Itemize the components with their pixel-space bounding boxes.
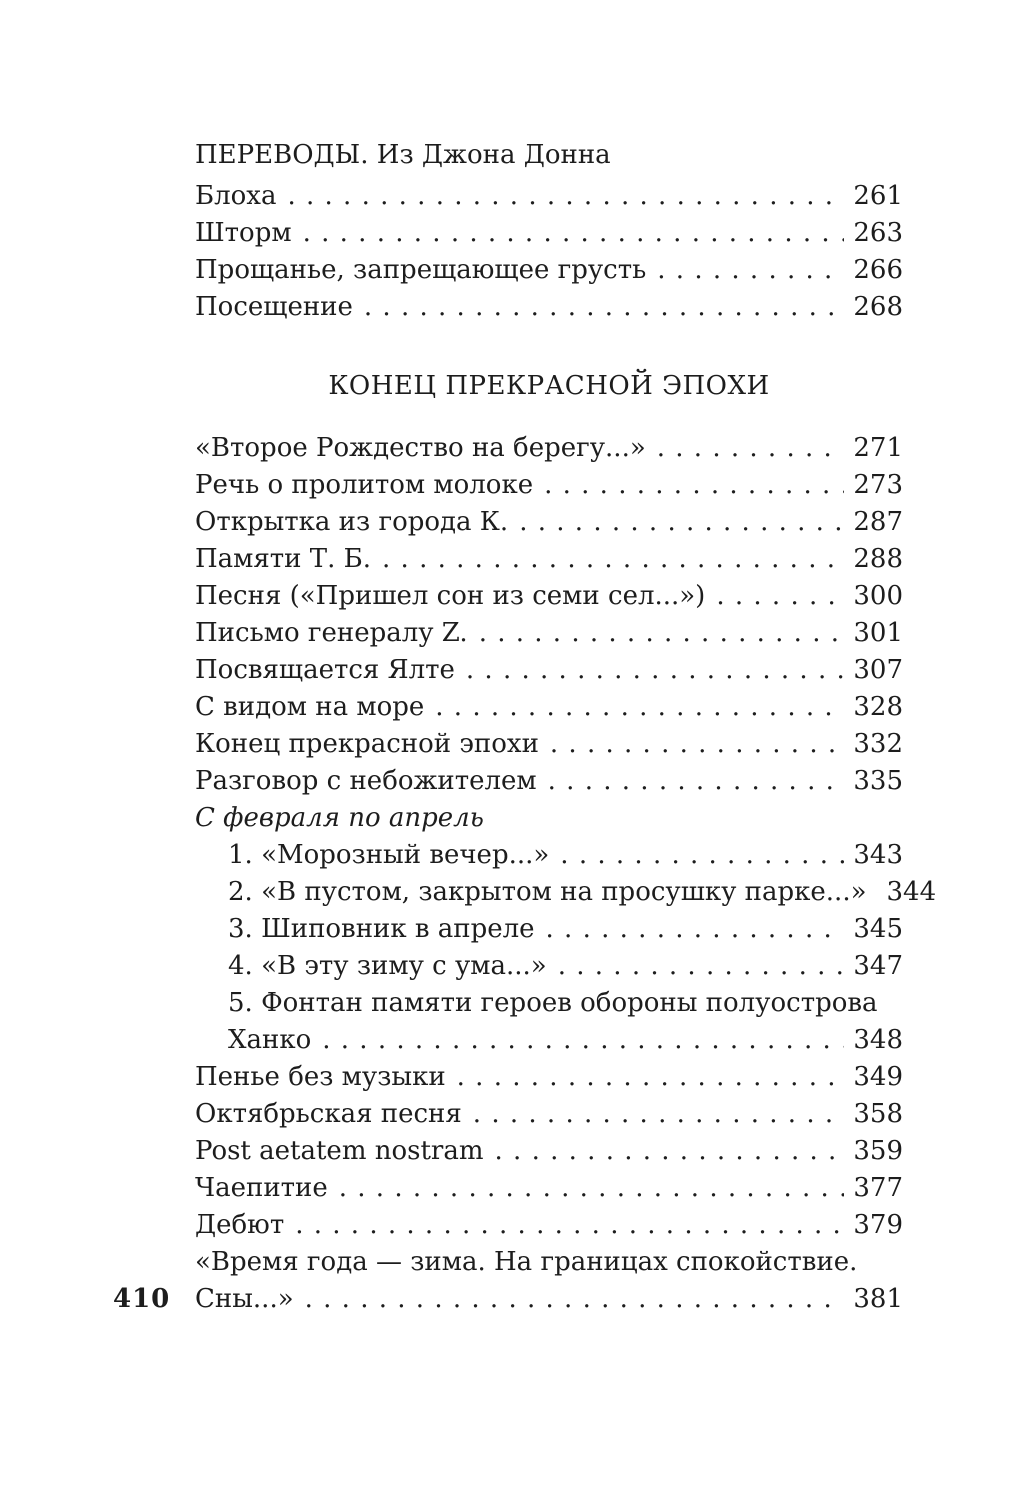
toc-entry-title: Речь о пролитом молоке bbox=[195, 470, 534, 500]
folio-page-number: 410 bbox=[113, 1284, 171, 1314]
toc-entry-title: 3. Шиповник в апреле bbox=[228, 914, 535, 944]
toc-page-number: 348 bbox=[853, 1025, 903, 1055]
dot-leader bbox=[466, 652, 844, 689]
toc-entry-title: Посвящается Ялте bbox=[195, 655, 455, 685]
toc-entry-title: ПЕРЕВОДЫ. Из Джона Донна bbox=[195, 140, 611, 170]
toc-entry bbox=[195, 1170, 903, 1207]
dot-leader bbox=[303, 215, 845, 252]
toc-entry-wrap-line bbox=[195, 985, 903, 1022]
toc-entry bbox=[195, 763, 903, 800]
toc-entry bbox=[195, 911, 903, 948]
dot-leader bbox=[519, 504, 844, 541]
dot-leader bbox=[435, 689, 844, 726]
toc-entry bbox=[195, 1281, 903, 1318]
toc-entry bbox=[195, 289, 903, 326]
dot-leader bbox=[558, 948, 845, 985]
toc-entry-title: 5. Фонтан памяти героев обороны полуострова bbox=[228, 988, 878, 1018]
toc-entry-title: Песня («Пришел сон из семи сел...») bbox=[195, 581, 706, 611]
toc-entry-title: «Второе Рождество на берегу...» bbox=[195, 433, 646, 463]
dot-leader bbox=[473, 1096, 845, 1133]
toc-page-number: 328 bbox=[853, 692, 903, 722]
dot-leader bbox=[657, 430, 845, 467]
toc-entry-title: 1. «Морозный вечер...» bbox=[228, 840, 550, 870]
toc-entry bbox=[195, 837, 903, 874]
dot-leader bbox=[479, 615, 845, 652]
toc-entry-title: Шторм bbox=[195, 218, 292, 248]
dot-leader bbox=[546, 911, 845, 948]
toc-entry-title: Открытка из города К. bbox=[195, 507, 509, 537]
dot-leader bbox=[295, 1207, 844, 1244]
toc-entry bbox=[195, 726, 903, 763]
toc-entry bbox=[195, 215, 903, 252]
toc-entry bbox=[195, 467, 903, 504]
toc-entry-title: Письмо генералу Z. bbox=[195, 618, 468, 648]
toc-page-number: 300 bbox=[853, 581, 903, 611]
toc-entry-title: С февраля по апрель bbox=[195, 803, 484, 833]
toc-page-number: 343 bbox=[853, 840, 903, 870]
toc-entry bbox=[195, 178, 903, 215]
toc-entry-title: Октябрьская песня bbox=[195, 1099, 462, 1129]
toc-group-heading bbox=[195, 137, 903, 174]
toc-entry-title: Разговор с небожителем bbox=[195, 766, 537, 796]
toc-entry bbox=[195, 504, 903, 541]
toc-entry bbox=[195, 1096, 903, 1133]
dot-leader bbox=[322, 1022, 844, 1059]
toc-entry bbox=[195, 1059, 903, 1096]
toc-entry bbox=[195, 652, 903, 689]
toc-page-number: 347 bbox=[853, 951, 903, 981]
toc-page-number: 287 bbox=[853, 507, 903, 537]
toc-entry-title: Чаепитие bbox=[195, 1173, 328, 1203]
toc-page-number: 377 bbox=[853, 1173, 903, 1203]
toc-page-number: 332 bbox=[853, 729, 903, 759]
toc-page-number: 335 bbox=[853, 766, 903, 796]
toc-page-number: 344 bbox=[886, 877, 937, 907]
toc-entry bbox=[195, 615, 903, 652]
toc-section-heading: КОНЕЦ ПРЕКРАСНОЙ ЭПОХИ bbox=[328, 371, 770, 401]
toc-entry-title: 2. «В пустом, закрытом на просушку парке...» bbox=[228, 877, 867, 907]
toc-page-number: 261 bbox=[853, 181, 903, 211]
toc-entry-wrap-line bbox=[195, 1244, 903, 1281]
toc-page-number: 268 bbox=[853, 292, 903, 322]
toc-entry bbox=[195, 430, 903, 467]
toc-entry-title: С видом на море bbox=[195, 692, 425, 722]
toc-entry bbox=[195, 948, 903, 985]
toc-page-number: 359 bbox=[853, 1136, 903, 1166]
toc-entry bbox=[195, 541, 903, 578]
dot-leader bbox=[339, 1170, 845, 1207]
toc-entry bbox=[195, 1022, 903, 1059]
toc-cycle-heading bbox=[195, 800, 903, 837]
toc-page-number: 271 bbox=[853, 433, 903, 463]
toc-page-number: 307 bbox=[853, 655, 903, 685]
toc-page-number: 266 bbox=[853, 255, 903, 285]
toc-entry-title: Сны...» bbox=[195, 1284, 294, 1314]
toc-entry bbox=[195, 1133, 903, 1170]
toc-page-number: 381 bbox=[853, 1284, 903, 1314]
toc-entry bbox=[195, 689, 903, 726]
toc-page-number: 345 bbox=[853, 914, 903, 944]
toc-page-number: 301 bbox=[853, 618, 903, 648]
toc-entry-title: Конец прекрасной эпохи bbox=[195, 729, 539, 759]
toc-entry-title: «Время года — зима. На границах спокойствие. bbox=[195, 1247, 858, 1277]
toc-entry-title: Дебют bbox=[195, 1210, 285, 1240]
toc-entry-title: Посещение bbox=[195, 292, 353, 322]
toc-entry-title: 4. «В эту зиму с ума...» bbox=[228, 951, 547, 981]
table-of-contents bbox=[195, 137, 937, 1318]
toc-page-number: 288 bbox=[853, 544, 903, 574]
dot-leader bbox=[544, 467, 844, 504]
toc-rows bbox=[195, 137, 937, 1318]
toc-page-number: 273 bbox=[853, 470, 903, 500]
dot-leader bbox=[548, 763, 845, 800]
toc-page-number: 263 bbox=[853, 218, 903, 248]
dot-leader bbox=[364, 289, 844, 326]
dot-leader bbox=[457, 1059, 845, 1096]
dot-leader bbox=[657, 252, 844, 289]
dot-leader bbox=[560, 837, 844, 874]
dot-leader bbox=[287, 178, 844, 215]
dot-leader bbox=[550, 726, 844, 763]
dot-leader bbox=[716, 578, 844, 615]
toc-entry-title: Ханко bbox=[228, 1025, 312, 1055]
toc-entry bbox=[195, 874, 937, 911]
toc-entry-title: Прощанье, запрещающее грусть bbox=[195, 255, 647, 285]
toc-page-number: 358 bbox=[853, 1099, 903, 1129]
toc-entry bbox=[195, 578, 903, 615]
toc-entry bbox=[195, 1207, 903, 1244]
dot-leader bbox=[305, 1281, 845, 1318]
toc-page-number: 379 bbox=[853, 1210, 903, 1240]
toc-entry-title: Post aetatem nostram bbox=[195, 1136, 484, 1166]
toc-entry-title: Памяти Т. Б. bbox=[195, 544, 372, 574]
toc-entry-title: Пенье без музыки bbox=[195, 1062, 446, 1092]
dot-leader bbox=[382, 541, 844, 578]
toc-page-number: 349 bbox=[853, 1062, 903, 1092]
toc-entry bbox=[195, 252, 903, 289]
dot-leader bbox=[495, 1133, 845, 1170]
toc-entry-title: Блоха bbox=[195, 181, 277, 211]
